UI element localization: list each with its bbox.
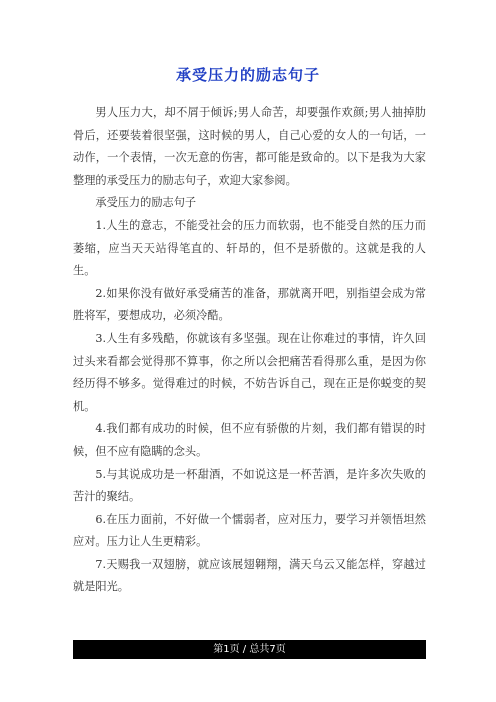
quote-paragraph: 2.如果你没有做好承受痛苦的准备，那就离开吧，别指望会成为常胜将军，要想成功，必须冷酷。 (73, 286, 426, 323)
quote-paragraph: 6.在压力面前，不好做一个懦弱者，应对压力，要学习并领悟坦然应对。压力让人生更精彩。 (73, 512, 426, 549)
page-indicator: 第1页 / 总共7页 (213, 644, 286, 655)
page-footer (73, 640, 426, 659)
section-heading: 承受压力的励志句子 (95, 196, 197, 210)
quote-paragraph: 7.天赐我一双翅膀，就应该展翅翱翔，满天乌云又能怎样，穿越过就是阳光。 (73, 557, 426, 594)
document-title: 承受压力的励志句子 (175, 66, 320, 84)
quote-paragraph: 3.人生有多残酷，你就该有多坚强。现在让你难过的事情，许久回过头来看都会觉得那不算事，你之所以会把痛苦看得那么重，是因为你经历得不够多。觉得难过的时候，不妨告诉自己，现在正是你蜕变的契机。 (73, 331, 426, 413)
document-body (73, 102, 426, 599)
quote-paragraph: 4.我们都有成功的时候，但不应有骄傲的片刻，我们都有错误的时候，但不应有隐瞒的念头。 (73, 422, 426, 458)
intro-paragraph: 男人压力大，却不屑于倾诉;男人命苦，却要强作欢颜;男人抽掉肋骨后，还要装着很坚强，这时候的男人，自己心爱的女人的一句话，一动作，一个表情，一次无意的伤害，都可能是致命的。以下是我为大家整理的承受压力的励志句子，欢迎大家参阅。 (73, 106, 426, 187)
quote-paragraph: 5.与其说成功是一杯甜酒，不如说这是一杯苦酒，是许多次失败的苦汁的聚结。 (73, 467, 426, 504)
quote-paragraph: 1.人生的意志，不能受社会的压力而软弱，也不能受自然的压力而萎缩，应当天天站得笔直的、轩昂的，但不是骄傲的。这就是我的人生。 (73, 218, 426, 278)
